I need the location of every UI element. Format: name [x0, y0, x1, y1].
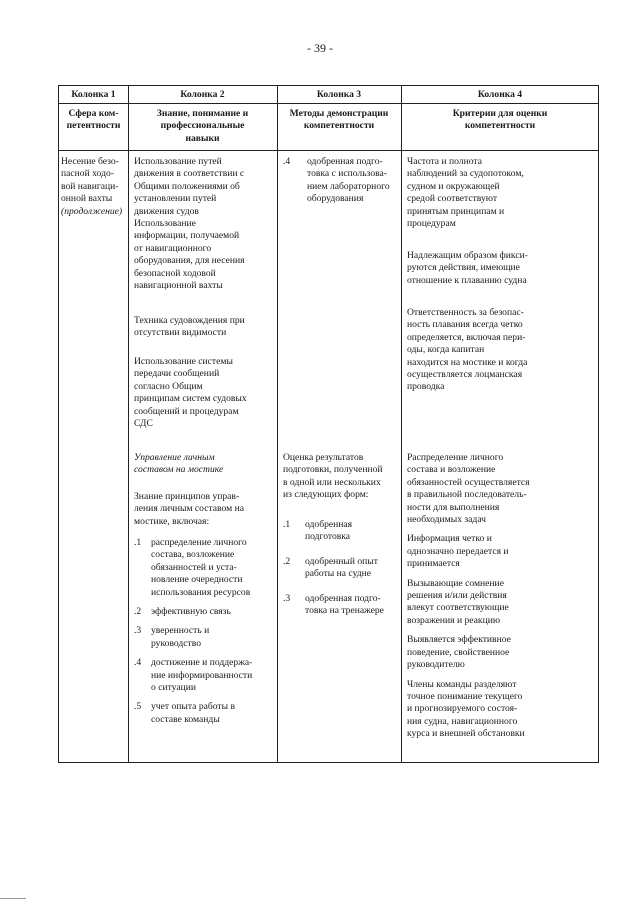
list-item — [283, 556, 400, 581]
knowledge-block-1: Использование путей движения в соответствии с Общими положениями об установлении путей движения судов Использование информации, получаемой от навигационного оборудования, для несения безопасной ходовой навигационной вахты — [134, 156, 245, 292]
column-label-4: Колонка 4 — [477, 89, 523, 100]
list-item-text: распределение личного состава, возложение обязанностей и уста- новление очередности использования ресурсов — [151, 537, 251, 598]
header-competence: Сфера ком- петентности — [66, 108, 121, 132]
criteria-block: Члены команды разделяют точное понимание текущего и прогнозируемого состоя- ния судна, навигационного курса и внешней обстановки — [407, 678, 525, 740]
list-item-text: достижение и поддержа- ние информированности о ситуации — [151, 657, 253, 694]
method-item-text: одобренная подго- товка с использова- нием лабораторного оборудования — [307, 156, 390, 205]
list-item-number: .5 — [134, 701, 142, 713]
page-number: - 39 - — [307, 41, 333, 55]
column-divider — [401, 86, 402, 762]
criteria-list — [407, 452, 598, 741]
criteria-block: Выявляется эффективное поведение, свойственное руководителю — [407, 634, 511, 671]
list-item-number: .2 — [283, 555, 291, 567]
knowledge-intro: Знание принципов управ- ления личным составом на мостике, включая: — [134, 491, 244, 527]
list-item-text: эффективную связь — [151, 606, 231, 618]
list-item — [134, 606, 276, 618]
section-title: Управление личным составом на мостике — [134, 452, 224, 476]
header-methods: Методы демонстрации компетентности — [289, 108, 389, 132]
list-item-number: .3 — [134, 625, 142, 637]
list-item — [134, 657, 276, 694]
header-knowledge: Знание, понимание и профессиональные навыки — [156, 108, 249, 144]
list-item-text: одобренный опыт работы на судне — [305, 555, 378, 580]
knowledge-block-2: Техника судовождения при отсутствии видимости — [134, 315, 245, 339]
method-list — [283, 519, 400, 617]
list-item-number: .3 — [283, 592, 291, 604]
method-item-number: .4 — [283, 156, 291, 167]
list-item-number: .1 — [283, 519, 291, 530]
row-divider — [59, 150, 598, 151]
list-item-text: учет опыта работы в составе команды — [151, 701, 235, 725]
list-item-number: .4 — [134, 657, 142, 669]
criteria-block-1: Частота и полнота наблюдений за судопотоком, судном и окружающей средой соответствуют принятым принципам и процедурам — [407, 156, 524, 230]
list-item — [134, 625, 276, 650]
header-criteria: Критерии для оценки компетентности — [452, 108, 548, 132]
competence-table — [58, 85, 599, 763]
method-intro: Оценка результатов подготовки, полученной в одной или нескольких из следующих форм: — [283, 452, 383, 501]
knowledge-block-3: Использование системы передачи сообщений согласно Общим принципам систем судовых сообщений и процедурам СДС — [134, 356, 247, 430]
list-item-text: одобренная подго- товка на тренажере — [305, 592, 384, 617]
list-item-number: .2 — [134, 606, 142, 618]
knowledge-list — [134, 537, 276, 726]
criteria-block: Распределение личного состава и возложение обязанностей осуществляется в правильной последователь- ности для выполнения необходимых задач — [407, 452, 530, 526]
list-item — [283, 519, 400, 544]
continuation-note: (продолжение) — [61, 205, 123, 217]
list-item — [134, 701, 276, 726]
list-item-number: .1 — [134, 537, 142, 548]
criteria-block: Информация четко и однозначно передается и принимается — [407, 533, 509, 570]
list-item — [134, 537, 276, 599]
column-label-1: Колонка 1 — [71, 89, 116, 100]
criteria-block: Вызывающие сомнение решения и/или действия влекут соответствующие возражения и реакцию — [407, 577, 509, 626]
criteria-block-3: Ответственность за безопас- ность плавания всегда четко определяется, включая пери- оды, когда капитан находится на мостике и когда осуществляется лоцманская проводка — [407, 307, 528, 393]
bottom-rule — [0, 898, 26, 899]
competence-cell — [61, 156, 127, 218]
criteria-block-2: Надлежащим образом фикси- руются действия, имеющие отношение к плаванию судна — [407, 250, 528, 286]
competence-name: Несение безо- пасной ходо- вой навигаци- онной вахты — [61, 156, 119, 205]
method-item — [283, 156, 399, 206]
list-item-text: одобренная подготовка — [305, 519, 353, 543]
column-divider — [128, 86, 129, 762]
list-item-text: уверенность и руководство — [151, 625, 210, 649]
column-label-2: Колонка 2 — [180, 89, 225, 100]
column-divider — [277, 86, 278, 762]
row-divider — [59, 103, 598, 104]
list-item — [283, 593, 400, 618]
column-label-3: Колонка 3 — [316, 89, 362, 100]
